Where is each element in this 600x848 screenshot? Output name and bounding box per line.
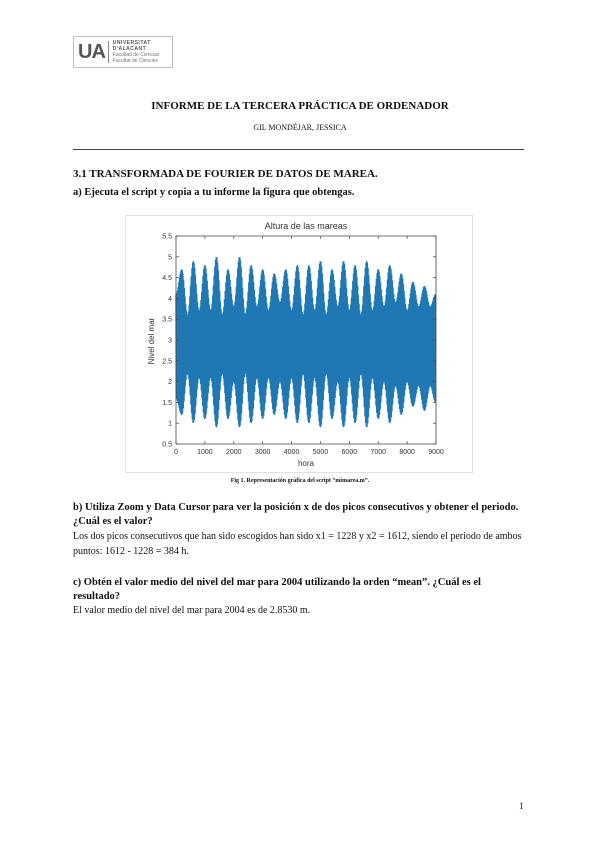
university-logo (73, 36, 173, 68)
x-tick-label: 5000 (312, 449, 329, 456)
x-axis-label: hora (297, 459, 315, 468)
logo-line-1: UNIVERSITAT D'ALACANT (112, 40, 151, 52)
page-number: 1 (519, 801, 524, 811)
x-tick-label: 7000 (370, 449, 387, 456)
y-tick-label: 4 (168, 295, 172, 303)
report-title: INFORME DE LA TERCERA PRÁCTICA DE ORDENADOR (151, 100, 449, 112)
logo-divider (108, 41, 109, 63)
tide-chart (126, 216, 472, 472)
y-axis-label: Nivel del mar (147, 317, 156, 365)
y-tick-label: 0.5 (162, 441, 172, 449)
x-tick-label: 3000 (254, 449, 271, 456)
logo-line-2: Facultad de Ciencias (112, 52, 160, 58)
x-tick-label: 6000 (341, 449, 358, 456)
question-a: a) Ejecuta el script y copia a tu informe la figura que obtengas. (73, 187, 355, 198)
y-tick-label: 4.5 (162, 275, 172, 283)
y-tick-labels (162, 234, 172, 449)
chart-title: Altura de las mareas (264, 221, 348, 231)
x-tick-labels (174, 449, 444, 456)
question-b: b) Utiliza Zoom y Data Cursor para ver la posición x de dos picos consecutivos y obtener el periodo. ¿Cuál es el valor? (73, 502, 519, 527)
y-tick-label: 2.5 (162, 358, 172, 366)
x-tick-label: 1000 (197, 449, 213, 456)
y-tick-label: 3.5 (162, 316, 172, 324)
x-tick-label: 0 (174, 449, 178, 456)
question-c: c) Obtén el valor medio del nivel del mar para 2004 utilizando la orden “mean”. ¿Cuál es el resultado? (73, 577, 481, 602)
x-tick-label: 8000 (399, 449, 415, 456)
x-tick-label: 9000 (428, 449, 444, 456)
report-author: GIL MONDÉJAR, JESSICA (253, 123, 347, 132)
x-tick-label: 2000 (225, 449, 242, 456)
x-tick-label: 4000 (283, 449, 300, 456)
y-tick-label: 1 (168, 420, 172, 428)
logo-text (113, 40, 172, 64)
tide-chart-figure (125, 215, 473, 473)
header-divider (73, 149, 524, 150)
plot-area (176, 236, 436, 444)
y-tick-label: 2 (168, 379, 172, 387)
logo-initials: UA (78, 40, 105, 63)
answer-c: El valor medio del nivel del mar para 2004 es de 2.8530 m. (73, 605, 311, 616)
answer-b: Los dos picos consecutivos que han sido escogidos han sido x1 = 1228 y x2 = 1612, siendo el periodo de ambos puntos: 1612 - 1228 = 384 h. (73, 531, 522, 557)
y-tick-label: 5.5 (162, 233, 172, 241)
logo-line-3: Facultat de Ciències (112, 58, 159, 64)
y-tick-label: 3 (168, 337, 172, 345)
section-heading: 3.1 TRANSFORMADA DE FOURIER DE DATOS DE MAREA. (73, 168, 378, 180)
y-tick-label: 5 (168, 254, 172, 262)
figure-caption: Fig 1. Representación gráfica del script “mimarea.m”. (230, 478, 370, 484)
y-tick-label: 1.5 (162, 399, 172, 407)
